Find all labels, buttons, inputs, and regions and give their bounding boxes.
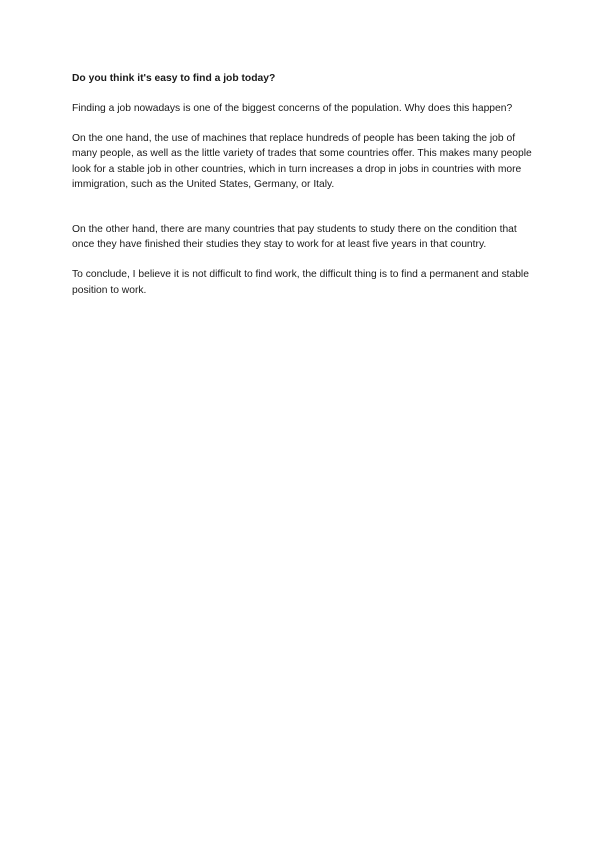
paragraph-conclusion: To conclude, I believe it is not difficult to find work, the difficult thing is to find a permanent and stable position to work. xyxy=(72,269,529,296)
document-body xyxy=(72,71,532,298)
paragraph-one-hand: On the one hand, the use of machines that replace hundreds of people has been taking the job of many people, as well as the little variety of trades that some countries offer. This makes many people look for a stable job in other countries, which in turn increases a drop in jobs in countries with more immigration, such as the United States, Germany, or Italy. xyxy=(72,133,532,190)
paragraph-other-hand: On the other hand, there are many countries that pay students to study there on the condition that once they have finished their studies they stay to work for at least five years in that country. xyxy=(72,224,517,251)
document-title: Do you think it's easy to find a job today? xyxy=(72,73,276,84)
paragraph-intro: Finding a job nowadays is one of the biggest concerns of the population. Why does this happen? xyxy=(72,103,513,114)
